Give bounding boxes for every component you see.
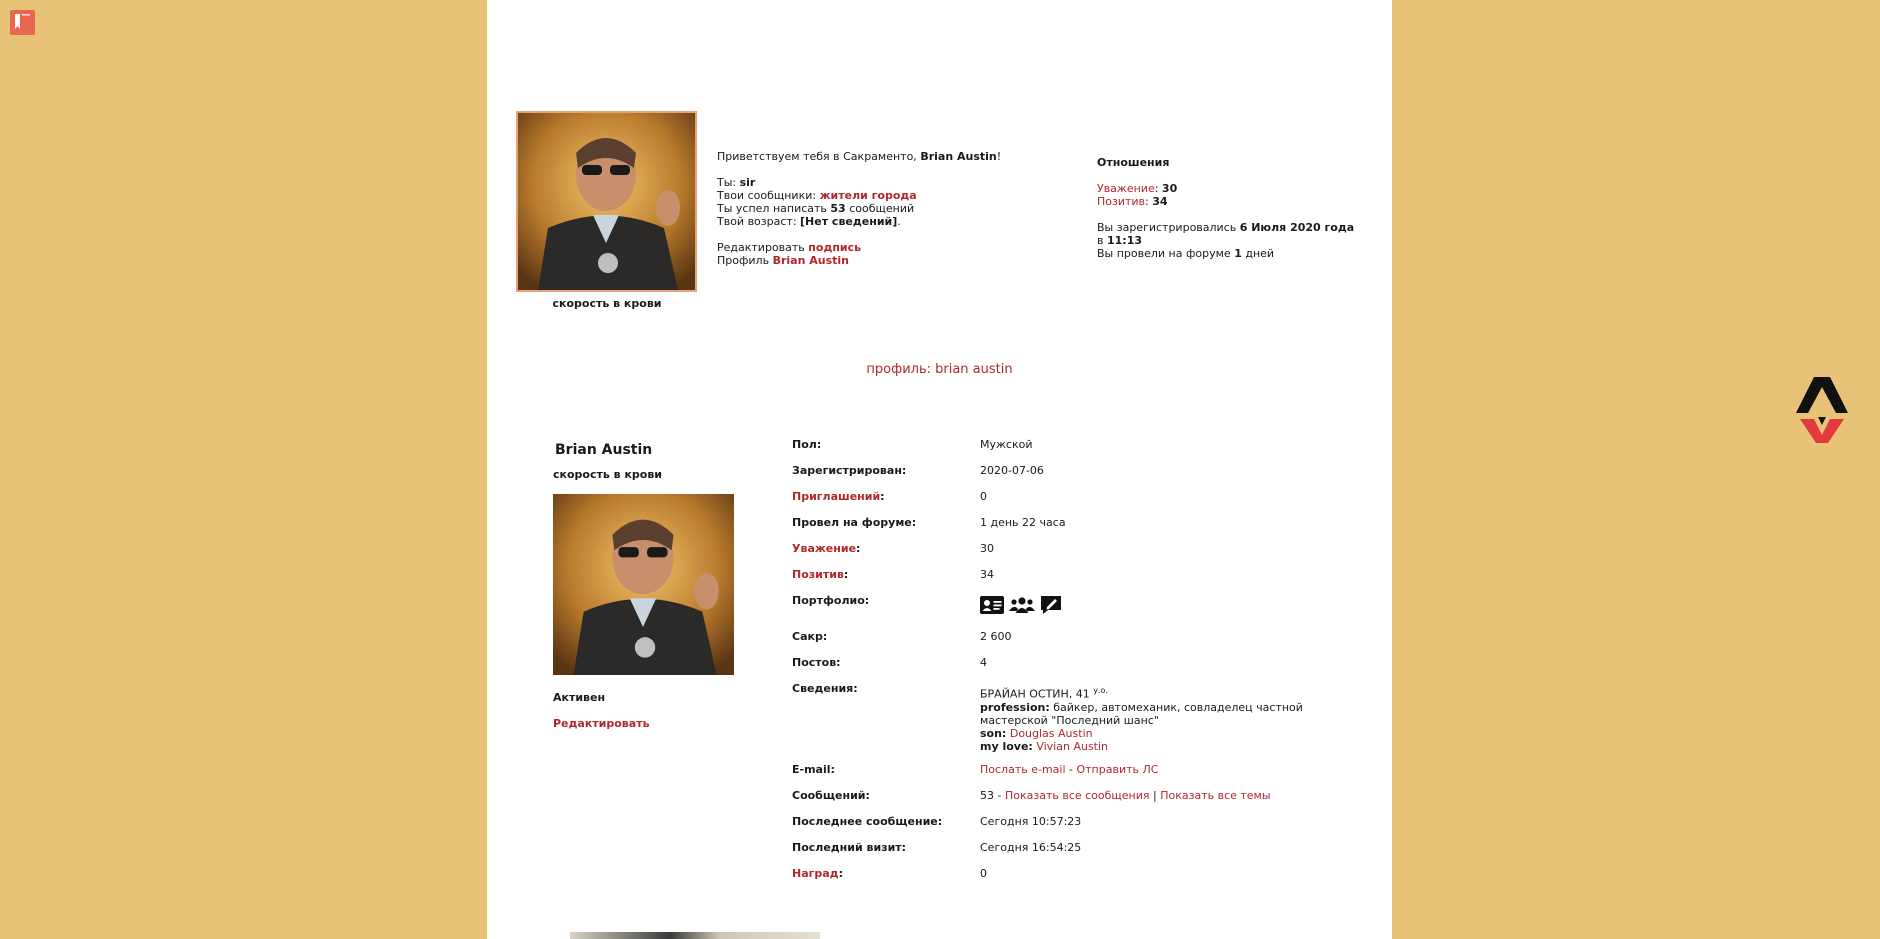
spent-suffix: дней [1241,247,1275,260]
accomplices-link[interactable]: жители города [819,189,917,202]
greeting-username: Brian Austin [920,150,997,163]
positive-row-link[interactable]: Позитив [792,568,844,581]
accomplices-label: Твои сообщники: [717,189,820,202]
pen-message-icon[interactable] [1040,595,1062,618]
gender-value: Мужской [980,438,1033,451]
positive-link[interactable]: Позитив [1097,195,1146,208]
age-label: Твой возраст: [717,215,801,228]
invites-colon: : [880,490,885,503]
spent-prefix: Вы провели на форуме [1097,247,1235,260]
table-row [792,763,1352,789]
portfolio-label: Портфолио: [792,594,870,607]
info-headline-sup: у.о. [1093,686,1108,695]
last-post-label: Последнее сообщение: [792,815,943,828]
welcome-avatar-caption: скорость в крови [552,297,662,310]
email-label: E-mail: [792,763,835,776]
last-post-value: Сегодня 10:57:23 [980,815,1082,828]
table-row [792,516,1352,542]
info-headline-line [980,684,1352,701]
table-row [792,815,1352,841]
table-row [792,789,1352,815]
invites-value: 0 [980,490,987,503]
time-on-forum-value: 1 день 22 часа [980,516,1066,529]
written-line [717,202,1037,215]
table-row [792,542,1352,568]
welcome-avatar [516,111,697,292]
spent-value: 1 [1234,247,1242,260]
users-icon[interactable] [1009,596,1035,617]
you-value: sir [739,176,756,189]
profile-avatar [553,494,734,675]
info-profession-value: байкер, автомеханик, совладелец частной мастерской "Последний шанс" [980,700,1303,727]
table-row [792,438,1352,464]
info-son-label: son: [980,726,1007,740]
written-count: 53 [830,202,846,215]
respect-label-cell [792,542,980,568]
profile-link[interactable]: Brian Austin [772,254,849,267]
edit-signature-line [717,241,1037,254]
site-logo-icon[interactable] [1796,377,1848,443]
age-line [717,215,1037,228]
registered-value: 2020-07-06 [980,464,1044,477]
profile-line [717,254,1037,267]
messages-value [980,789,1352,815]
awards-link[interactable]: Наград [792,867,839,880]
registered-label: Зарегистрирован: [792,464,907,477]
profile-heading: профиль: brian austin [866,362,1013,377]
respect-row-link[interactable]: Уважение [792,542,857,555]
positive-colon: : [843,568,849,581]
bottom-image-thumbnail [570,932,820,939]
messages-sep2: | [1149,789,1161,802]
age-value: [Нет сведений] [800,215,898,228]
table-row [792,841,1352,867]
registered-mid: в [1097,234,1107,247]
id-card-icon[interactable] [980,596,1004,617]
posts-label: Постов: [792,656,841,669]
profile-status: Активен [553,691,606,704]
relations-title: Отношения [1097,156,1170,169]
respect-link[interactable]: Уважение [1097,182,1155,195]
invites-label-cell [792,490,980,516]
registered-time: 11:13 [1106,234,1142,247]
info-son-link[interactable]: Douglas Austin [1009,726,1093,740]
written-prefix: Ты успел написать [717,202,831,215]
messages-label: Сообщений: [792,789,870,802]
info-son-line [980,727,1352,740]
time-on-forum-label: Провел на форуме: [792,516,917,529]
age-suffix: . [897,215,901,228]
greeting-prefix: Приветствуем тебя в Сакраменто, [717,150,921,163]
messages-sep1: - [994,789,1005,802]
posts-value: 4 [980,656,987,669]
table-row [792,656,1352,682]
send-email-link[interactable]: Послать e-mail [980,763,1066,776]
last-visit-value: Сегодня 16:54:25 [980,841,1082,854]
respect-row-value: 30 [980,542,994,555]
positive-row-value: 34 [980,568,994,581]
show-all-topics-link[interactable]: Показать все темы [1160,789,1271,802]
forum-page [487,0,1392,939]
you-label: Ты: [717,176,740,189]
table-row [792,464,1352,490]
email-value [980,763,1352,789]
sakr-value: 2 600 [980,630,1012,643]
profile-table [792,438,1352,893]
registered-prefix: Вы зарегистрировались [1097,221,1240,234]
welcome-block [717,150,1037,267]
profile-left-column [553,440,743,730]
table-row [792,594,1352,630]
table-row [792,630,1352,656]
awards-label-cell [792,867,980,893]
last-visit-label: Последний визит: [792,841,907,854]
info-love-link[interactable]: Vivian Austin [1036,739,1109,753]
bookmark-icon[interactable] [10,10,35,35]
show-all-posts-link[interactable]: Показать все сообщения [1004,789,1150,802]
table-row [792,867,1352,893]
info-love-line [980,740,1352,753]
awards-value: 0 [980,867,987,880]
info-headline: БРАЙАН ОСТИН, 41 [980,687,1094,701]
gender-label: Пол: [792,438,822,451]
profile-prefix: Профиль [717,254,773,267]
email-sep: - [1065,763,1077,776]
table-row [792,682,1352,763]
greeting-suffix: ! [996,150,1002,163]
greeting-line [717,150,1037,163]
info-label: Сведения: [792,682,858,695]
info-profession-line [980,701,1352,727]
profile-username: Brian Austin [555,442,653,458]
table-row [792,490,1352,516]
table-row [792,568,1352,594]
relations-block [1097,156,1357,260]
written-suffix: сообщений [845,202,915,215]
edit-signature-link[interactable]: подпись [808,241,862,254]
portfolio-icons [980,594,1352,630]
invites-link[interactable]: Приглашений [792,490,881,503]
respect-colon: : [856,542,861,555]
you-line [717,176,1037,189]
info-profession-label: profession: [980,700,1050,714]
positive-line: Позитив: 34 [1097,195,1168,208]
respect-line: Уважение: 30 [1097,182,1178,195]
respect-value: 30 [1161,182,1178,195]
edit-signature-prefix: Редактировать [717,241,809,254]
positive-label-cell [792,568,980,594]
profile-user-title: скорость в крови [553,468,663,481]
messages-count: 53 [980,789,994,802]
send-pm-link[interactable]: Отправить ЛС [1076,763,1159,776]
info-love-label: my love: [980,739,1033,753]
awards-colon: : [838,867,843,880]
accomplices-line [717,189,1037,202]
profile-edit-link[interactable]: Редактировать [553,717,650,730]
spent-line [1097,247,1357,260]
info-value [980,682,1352,763]
registered-line [1097,221,1357,247]
registered-date: 6 Июля 2020 года [1239,221,1355,234]
positive-value: 34 [1152,195,1168,208]
sakr-label: Сакр: [792,630,828,643]
